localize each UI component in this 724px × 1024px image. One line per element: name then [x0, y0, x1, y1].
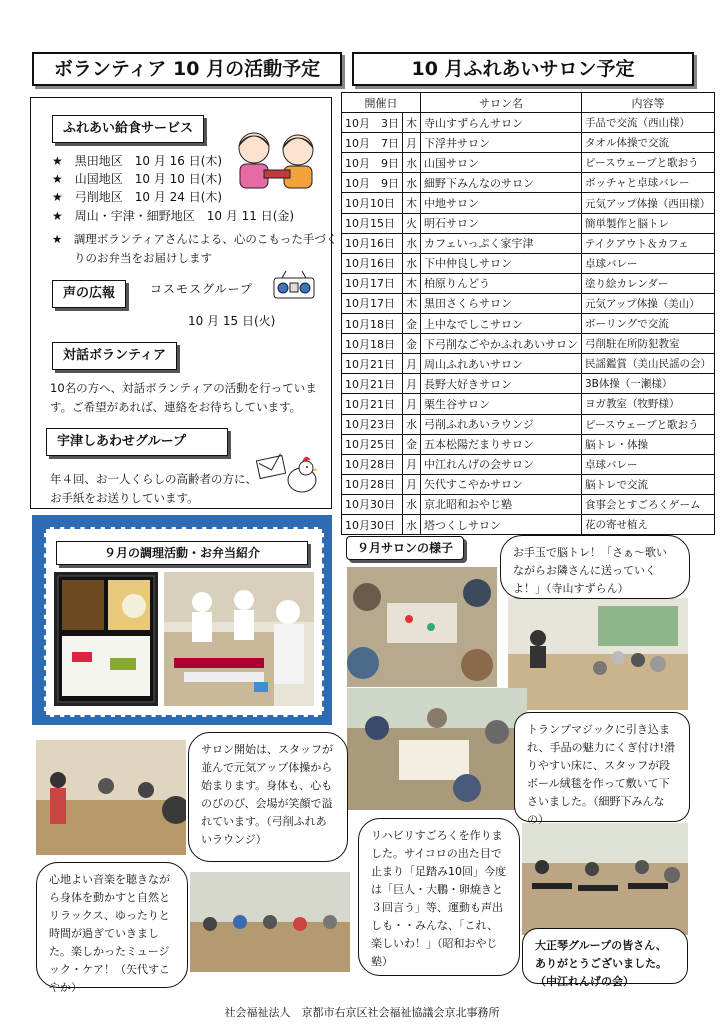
schedule-date-cell: 10月21日 [342, 374, 403, 394]
schedule-name-cell: 下中仲良しサロン [421, 253, 582, 273]
cooking-volunteers-photo [164, 572, 314, 706]
header-salon-name: サロン名 [421, 93, 582, 113]
schedule-content-cell: 脳トレ・体操 [582, 434, 715, 454]
schedule-dow-cell: 木 [403, 113, 421, 133]
schedule-dow-cell: 木 [403, 293, 421, 313]
schedule-name-cell: 下弓削なごやかふれあいサロン [421, 334, 582, 354]
schedule-name-cell: 中地サロン [421, 193, 582, 213]
schedule-name-cell: 山国サロン [421, 153, 582, 173]
salon-title: 10 月ふれあいサロン予定 [352, 52, 694, 86]
cooking-heading: ９月の調理活動・お弁当紹介 [56, 541, 308, 565]
music-care-photo-left [36, 740, 186, 855]
voice-heading: 声の広報 [52, 280, 126, 308]
table-header-row [342, 93, 715, 113]
header-date: 開催日 [342, 93, 421, 113]
volunteer-title: ボランティア 10 月の活動予定 [32, 52, 342, 86]
schedule-dow-cell: 月 [403, 474, 421, 494]
meal-service-heading: ふれあい給食サービス [52, 115, 204, 143]
table-row [342, 494, 715, 514]
table-row [342, 354, 715, 374]
schedule-name-cell: 五本松陽だまりサロン [421, 434, 582, 454]
table-row [342, 334, 715, 354]
schedule-date-cell: 10月23日 [342, 414, 403, 434]
schedule-date-cell: 10月16日 [342, 253, 403, 273]
table-row [342, 394, 715, 414]
meal-item-shuzan: ★ 周山・宇津・細野地区 10 月 11 日(金) [52, 209, 295, 223]
bubble-taisho-koto: 大正琴グループの皆さん、ありがとうございました。（中江れんげの会） [522, 928, 688, 984]
table-row [342, 434, 715, 454]
schedule-date-cell: 10月10日 [342, 193, 403, 213]
schedule-date-cell: 10月30日 [342, 514, 403, 534]
schedule-content-cell: ボーリングで交流 [582, 314, 715, 334]
schedule-name-cell: 周山ふれあいサロン [421, 354, 582, 374]
letter-bird-illustration [256, 448, 322, 500]
schedule-date-cell: 10月25日 [342, 434, 403, 454]
table-row [342, 213, 715, 233]
schedule-date-cell: 10月 7日 [342, 133, 403, 153]
taisho-koto-photo [522, 823, 688, 935]
schedule-date-cell: 10月21日 [342, 354, 403, 374]
schedule-name-cell: 栗生谷サロン [421, 394, 582, 414]
schedule-date-cell: 10月18日 [342, 314, 403, 334]
schedule-name-cell: 上中なでしこサロン [421, 314, 582, 334]
table-row [342, 314, 715, 334]
table-row [342, 414, 715, 434]
schedule-dow-cell: 水 [403, 494, 421, 514]
schedule-name-cell: 塔つくしサロン [421, 514, 582, 534]
schedule-date-cell: 10月28日 [342, 454, 403, 474]
bubble-yuge-lounge: サロン開始は、スタッフが並んで元気アップ体操から始まります。身体も、心ものびのび、会場が笑顔で溢れています。（弓削ふれあいラウンジ） [188, 732, 348, 862]
schedule-dow-cell: 木 [403, 193, 421, 213]
schedule-date-cell: 10月 9日 [342, 173, 403, 193]
schedule-content-cell: ピースウェーブと歌おう [582, 153, 715, 173]
dialogue-text: 10名の方へ、対話ボランティアの活動を行っています。ご希望があれば、連絡をお待ちしています。 [50, 381, 317, 414]
schedule-content-cell: 食事会とすごろくゲーム [582, 494, 715, 514]
schedule-dow-cell: 月 [403, 454, 421, 474]
schedule-date-cell: 10月 9日 [342, 153, 403, 173]
table-row [342, 173, 715, 193]
schedule-dow-cell: 水 [403, 173, 421, 193]
schedule-content-cell: 簡単製作と脳トレ [582, 213, 715, 233]
schedule-dow-cell: 水 [403, 253, 421, 273]
schedule-name-cell: 細野下みんなのサロン [421, 173, 582, 193]
schedule-date-cell: 10月17日 [342, 293, 403, 313]
schedule-dow-cell: 木 [403, 273, 421, 293]
schedule-date-cell: 10月15日 [342, 213, 403, 233]
schedule-content-cell: ボッチャと卓球バレー [582, 173, 715, 193]
table-row [342, 474, 715, 494]
table-row [342, 153, 715, 173]
table-row [342, 233, 715, 253]
table-row [342, 514, 715, 534]
schedule-name-cell: 柏原りんどう [421, 273, 582, 293]
schedule-dow-cell: 水 [403, 414, 421, 434]
table-row [342, 273, 715, 293]
schedule-dow-cell: 金 [403, 334, 421, 354]
schedule-content-cell: 民謡鑑賞（美山民謡の会） [582, 354, 715, 374]
sugoroku-photo [347, 688, 527, 810]
salon-schedule-table [341, 92, 715, 535]
voice-date: 10 月 15 日(火) [188, 314, 276, 328]
dialogue-heading: 対話ボランティア [52, 342, 177, 370]
bubble-rehab-sugoroku: リハビリすごろくを作りました。サイコロの出た目で止まり「足踏み10回」今度は「巨人・大鵬・卵焼きと３回言う」等、運動も声出しも・・みんな、「これ、楽しいわ！」（昭和おやじ塾） [358, 818, 520, 976]
meal-item-yamaguni: ★ 山国地区 10 月 10 日(木) [52, 172, 223, 186]
schedule-date-cell: 10月30日 [342, 494, 403, 514]
music-care-photo-bottom [190, 872, 350, 972]
otedama-photo [347, 567, 497, 687]
header-content: 内容等 [582, 93, 715, 113]
schedule-content-cell: 手品で交流（西山様） [582, 113, 715, 133]
bubble-terayama: お手玉で脳トレ！「さぁ～歌いながらお隣さんに送っていくよ！」（寺山すずらん） [500, 535, 690, 599]
schedule-name-cell: 矢代すこやかサロン [421, 474, 582, 494]
schedule-content-cell: 脳トレで交流 [582, 474, 715, 494]
table-row [342, 253, 715, 273]
schedule-date-cell: 10月21日 [342, 394, 403, 414]
schedule-content-cell: ヨガ教室（牧野様） [582, 394, 715, 414]
schedule-content-cell: 3B体操（一瀬様） [582, 374, 715, 394]
schedule-dow-cell: 水 [403, 514, 421, 534]
schedule-content-cell: ピースウェーブと歌おう [582, 414, 715, 434]
schedule-name-cell: 弓削ふれあいラウンジ [421, 414, 582, 434]
meal-item-yuge: ★ 弓削地区 10 月 24 日(木) [52, 190, 223, 204]
schedule-name-cell: 黒田さくらサロン [421, 293, 582, 313]
salon-sept-heading: ９月サロンの様子 [346, 536, 464, 560]
schedule-date-cell: 10月 3日 [342, 113, 403, 133]
utsu-text: 年４回、お一人くらしの高齢者の方に、お手紙をお送りしています。 [50, 472, 257, 505]
schedule-content-cell: 元気アップ体操（西田様） [582, 193, 715, 213]
schedule-name-cell: 中江れんげの会サロン [421, 454, 582, 474]
schedule-content-cell: 塗り絵カレンダー [582, 273, 715, 293]
meal-item-cooking-volunteers: ★ 調理ボランティアさんによる、心のこもった手づくりのお弁当をお届けします [52, 232, 338, 265]
schedule-content-cell: タオル体操で交流 [582, 133, 715, 153]
bento-photo [54, 572, 158, 706]
table-row [342, 113, 715, 133]
schedule-date-cell: 10月28日 [342, 474, 403, 494]
bubble-trump-magic: トランプマジックに引き込まれ、手品の魅力にくぎ付け!滑りやすい床に、スタッフが段ボール絨毯を作って敷いて下さいました。（細野下みんなの） [514, 712, 690, 822]
utsu-heading: 宇津しあわせグループ [46, 428, 228, 456]
meal-item-kuroda: ★ 黒田地区 10 月 16 日(木) [52, 154, 223, 168]
magic-show-photo [508, 598, 688, 710]
schedule-dow-cell: 金 [403, 314, 421, 334]
schedule-content-cell: 弓削駐在所防犯教室 [582, 334, 715, 354]
schedule-content-cell: 花の寄せ植え [582, 514, 715, 534]
table-row [342, 454, 715, 474]
schedule-date-cell: 10月16日 [342, 233, 403, 253]
bubble-music-care: 心地よい音楽を聴きながら身体を動かすと自然とリラックス、ゆったりと時間が過ぎていきました。楽しかったミュージック・ケア！（矢代すこやか） [36, 862, 188, 988]
table-row [342, 374, 715, 394]
schedule-name-cell: 長野大好きサロン [421, 374, 582, 394]
schedule-date-cell: 10月18日 [342, 334, 403, 354]
schedule-dow-cell: 月 [403, 374, 421, 394]
ladies-illustration [228, 124, 326, 192]
table-row [342, 193, 715, 213]
schedule-content-cell: 卓球バレー [582, 253, 715, 273]
schedule-name-cell: 寺山すずらんサロン [421, 113, 582, 133]
schedule-dow-cell: 水 [403, 233, 421, 253]
schedule-name-cell: 明石サロン [421, 213, 582, 233]
schedule-name-cell: 京北昭和おやじ塾 [421, 494, 582, 514]
schedule-name-cell: カフェいっぷく家宇津 [421, 233, 582, 253]
schedule-dow-cell: 月 [403, 394, 421, 414]
schedule-content-cell: 卓球バレー [582, 454, 715, 474]
schedule-date-cell: 10月17日 [342, 273, 403, 293]
schedule-content-cell: 元気アップ体操（美山） [582, 293, 715, 313]
table-row [342, 133, 715, 153]
footer-organization: 社会福祉法人 京都市右京区社会福祉協議会京北事務所 [224, 1006, 500, 1019]
voice-group: コスモスグループ [150, 282, 254, 296]
schedule-name-cell: 下浮井サロン [421, 133, 582, 153]
schedule-dow-cell: 月 [403, 133, 421, 153]
radio-cassette-icon [272, 270, 316, 300]
schedule-dow-cell: 火 [403, 213, 421, 233]
schedule-dow-cell: 金 [403, 434, 421, 454]
schedule-content-cell: テイクアウト＆カフェ [582, 233, 715, 253]
table-row [342, 293, 715, 313]
schedule-dow-cell: 水 [403, 153, 421, 173]
schedule-dow-cell: 月 [403, 354, 421, 374]
